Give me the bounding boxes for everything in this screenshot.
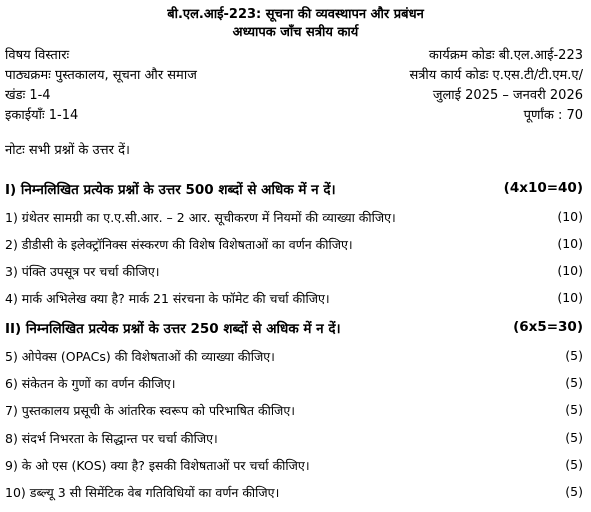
session-dates: जुलाई 2025 – जनवरी 2026 <box>432 88 583 103</box>
assignment-code: सत्रीय कार्य कोडः ए.एस.टी/टी.एम.ए/ <box>409 68 583 83</box>
section-1-heading: I) निम्नलिखित प्रत्येक प्रश्नों के उत्तर 500 शब्दों से अधिक में न दें। <box>5 182 336 198</box>
subject-label: विषय विस्तारः <box>5 48 70 63</box>
question-2: 2) डीडीसी के इलेक्ट्रॉनिक्स संस्करण की विशेष विशेषताओं का वर्णन कीजिए। <box>5 237 353 252</box>
note: नोटः सभी प्रश्नों के उत्तर दें। <box>5 143 130 158</box>
question-7-marks: (5) <box>565 402 583 417</box>
units-label: इकाईयाँः 1-14 <box>5 108 79 123</box>
question-8: 8) संदर्भ निभरता के सिद्धान्त पर चर्चा कीजिए। <box>5 431 218 446</box>
section-1-marks: (4x10=40) <box>503 180 583 196</box>
question-4: 4) मार्क अभिलेख क्या है? मार्क 21 संरचना के फॉमेट की चर्चा कीजिए। <box>5 291 330 306</box>
question-1-marks: (10) <box>557 209 583 224</box>
question-1: 1) ग्रंथेतर सामग्री का ए.ए.सी.आर. – 2 आर. सूचीकरण में नियमों की व्याख्या कीजिए। <box>5 210 396 225</box>
question-10: 10) डब्ल्यू 3 सी सिमेंटिक वेब गतिविधियों का वर्णन कीजिए। <box>5 485 280 500</box>
course-label: पाठ्यक्रमः पुस्तकालय, सूचना और समाज <box>5 68 197 83</box>
question-10-marks: (5) <box>565 484 583 499</box>
question-3: 3) पंक्ति उपसूत्र पर चर्चा कीजिए। <box>5 264 160 279</box>
assignment-title: अध्यापक जाँच सत्रीय कार्य <box>232 25 359 40</box>
question-2-marks: (10) <box>557 236 583 251</box>
question-8-marks: (5) <box>565 430 583 445</box>
question-7: 7) पुस्तकालय प्रसूची के आंतरिक स्वरूप को परिभाषित कीजिए। <box>5 403 295 418</box>
question-5: 5) ओपेक्स (OPACs) की विशेषताओं की व्याख्या कीजिए। <box>5 349 275 364</box>
section-2-marks: (6x5=30) <box>513 319 583 335</box>
max-marks: पूर्णांक : 70 <box>523 108 583 123</box>
block-label: खंडः 1-4 <box>5 88 51 103</box>
course-title: बी.एल.आई-223: सूचना की व्यवस्थापन और प्रबंधन <box>167 7 424 22</box>
question-4-marks: (10) <box>557 290 583 305</box>
section-2-heading: II) निम्नलिखित प्रत्येक प्रश्नों के उत्तर 250 शब्दों से अधिक में न दें। <box>5 321 341 337</box>
question-5-marks: (5) <box>565 348 583 363</box>
question-9-marks: (5) <box>565 457 583 472</box>
question-6: 6) संकेतन के गुणों का वर्णन कीजिए। <box>5 376 176 391</box>
question-9: 9) के ओ एस (KOS) क्या है? इसकी विशेषताओं पर चर्चा कीजिए। <box>5 458 310 473</box>
programme-code: कार्यक्रम कोडः बी.एल.आई-223 <box>428 48 583 63</box>
question-3-marks: (10) <box>557 263 583 278</box>
question-6-marks: (5) <box>565 375 583 390</box>
